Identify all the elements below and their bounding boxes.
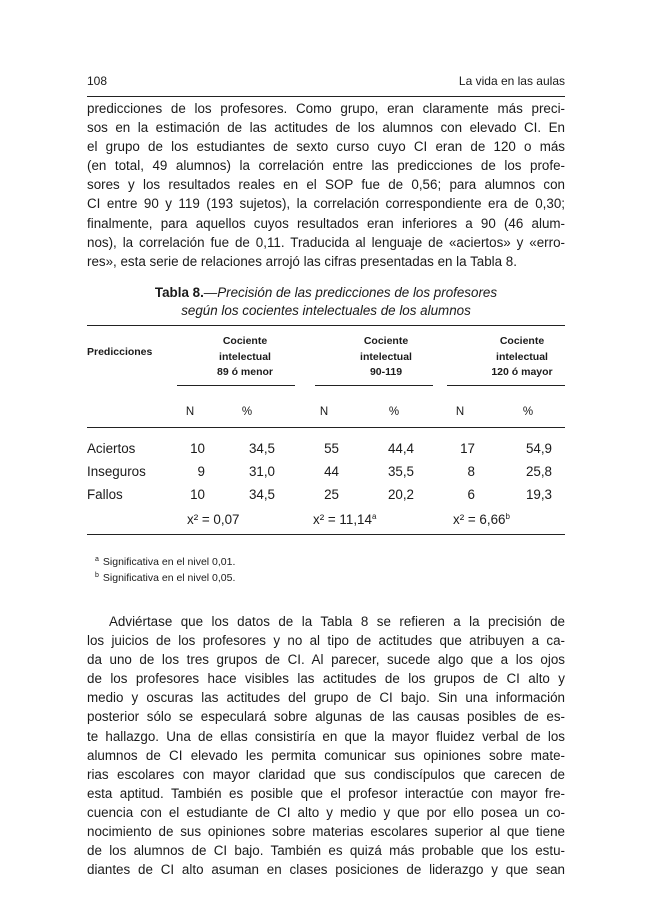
table-cell: 19,3 xyxy=(525,487,552,502)
chi-square-high xyxy=(453,512,510,527)
running-head xyxy=(87,74,565,88)
text-line: diantes de CI alto asuman en clases posiciones de liderazgo y que sean xyxy=(87,862,565,878)
note-mark: a xyxy=(95,556,99,563)
table-cell: 25 xyxy=(324,487,339,502)
caption-line-1 xyxy=(87,284,565,302)
table-note xyxy=(95,569,235,585)
table-cell: 9 xyxy=(197,464,205,479)
group-header-line: intelectual xyxy=(496,350,548,363)
table-top-rule xyxy=(87,325,565,326)
table-caption xyxy=(87,284,565,320)
group-rule-low xyxy=(177,385,295,386)
pct-header: % xyxy=(241,406,253,418)
text-line: finalmente, para aquellos cuyos resultados eran inferiores a 90 (46 alum- xyxy=(87,215,565,231)
note-mark: b xyxy=(95,572,99,579)
text-line: sos en la estimación de las actitudes de los alumnos con elevado CI. En xyxy=(87,120,565,136)
chi-footnote-mark: b xyxy=(505,512,510,521)
table-row xyxy=(87,487,565,507)
chi-square-low xyxy=(187,512,239,527)
header-rule xyxy=(87,96,565,97)
group-header-low xyxy=(190,334,300,381)
table-bottom-rule xyxy=(87,534,565,535)
n-header: N xyxy=(185,406,195,418)
text-line: rias escolares con mayor claridad que sus condiscípulos que carecen de xyxy=(87,766,565,782)
text-line: (en total, 49 alumnos) la correlación entre las predicciones de los profe- xyxy=(87,158,565,174)
text-line: sores y los resultados reales en el SOP fue de 0,56; para alumnos con xyxy=(87,177,565,193)
text-line: posterior sólo se especulará sobre algunas de las causas posibles de es- xyxy=(87,709,565,725)
table-mid-rule xyxy=(87,427,565,428)
chi-value: x² = 11,14 xyxy=(313,512,372,527)
text-line: nos), la correlación fue de 0,11. Traducida al lenguaje de «aciertos» y «erro- xyxy=(87,234,565,250)
group-rule-mid xyxy=(315,385,433,386)
table-cell: 25,8 xyxy=(525,464,552,479)
n-header: N xyxy=(319,406,329,418)
table-row xyxy=(87,441,565,461)
table-cell: 8 xyxy=(467,464,475,479)
group-header-line: 89 ó menor xyxy=(216,366,274,378)
text-line: medio y oscuras las actitudes del grupo de CI bajo. Sin una información xyxy=(87,690,565,706)
pct-header: % xyxy=(388,406,400,418)
table-cell: 34,5 xyxy=(248,487,275,502)
text-line: cuencia con el estudiante de CI alto y medio y que por ello posea un co- xyxy=(87,804,565,820)
chi-value: x² = 6,66 xyxy=(453,512,506,527)
row-label: Inseguros xyxy=(87,464,146,479)
table-cell: 44,4 xyxy=(387,441,414,456)
group-header-mid xyxy=(331,334,441,381)
group-header-line: intelectual xyxy=(219,350,271,363)
group-header-high xyxy=(467,334,577,381)
chi-footnote-mark: a xyxy=(371,512,377,521)
chi-square-mid xyxy=(313,512,376,527)
group-header-line: intelectual xyxy=(360,350,412,363)
text-line: predicciones de los profesores. Como grupo, eran claramente más preci- xyxy=(87,101,565,116)
table-note xyxy=(95,553,235,569)
text-line: los juicios de los profesores y no al tipo de actitudes que atribuyen a ca- xyxy=(87,633,565,649)
text-line: res», esta serie de relaciones arrojó las cifras presentadas en la Tabla 8. xyxy=(87,253,517,269)
note-text: Significativa en el nivel 0,05. xyxy=(102,572,236,584)
text-line: alumnos de CI elevado les permita comunicar sus opiniones sobre mate- xyxy=(87,747,565,763)
text-line: el grupo de los estudiantes de sexto curso cuyo CI eran de 120 o más xyxy=(87,139,565,155)
predicciones-header: Predicciones xyxy=(87,346,153,358)
text-line: te hallazgo. Una de ellas consistiría en que la mayor fluidez verbal de los xyxy=(87,728,565,744)
table-cell: 34,5 xyxy=(248,441,275,456)
table-cell: 20,2 xyxy=(387,487,414,502)
group-header-line: Cociente xyxy=(363,335,409,347)
text-line: nocimiento de sus opiniones sobre materias escolares superior al que tiene xyxy=(87,824,565,840)
caption-text-2: según los cocientes intelectuales de los alumnos xyxy=(181,303,471,318)
group-header-line: Cociente xyxy=(499,335,545,347)
table-cell: 17 xyxy=(460,441,475,456)
row-label: Aciertos xyxy=(87,441,136,456)
row-label: Fallos xyxy=(87,487,123,502)
n-header: N xyxy=(455,406,465,418)
note-text: Significativa en el nivel 0,01. xyxy=(102,556,236,568)
page-number: 108 xyxy=(87,74,108,88)
table-cell: 35,5 xyxy=(387,464,414,479)
text-line: de los profesores hace visibles las actitudes de los grupos de CI alto y xyxy=(87,671,565,687)
table-cell: 55 xyxy=(324,441,339,456)
running-title: La vida en las aulas xyxy=(458,74,565,88)
table-row xyxy=(87,464,565,484)
table-cell: 54,9 xyxy=(525,441,552,456)
text-line: esta aptitud. También es posible que el profesor interactúe con mayor fre- xyxy=(87,785,565,801)
table-cell: 6 xyxy=(467,487,475,502)
pct-header: % xyxy=(522,406,534,418)
caption-text-1: —Precisión de las predicciones de los profesores xyxy=(203,285,498,300)
table-cell: 10 xyxy=(190,487,205,502)
text-line: CI entre 90 y 119 (193 sujetos), la correlación correspondiente era de 0,30; xyxy=(87,196,565,212)
table-notes xyxy=(95,553,235,585)
text-line: de los alumnos de CI bajo. También es quizá más probable que los estu- xyxy=(87,843,565,859)
group-header-line: 90-119 xyxy=(369,366,403,378)
table-cell: 31,0 xyxy=(248,464,275,479)
text-line: da uno de los tres grupos de CI. Al parecer, sucede algo que a los ojos xyxy=(87,652,565,668)
paragraph-1 xyxy=(87,99,565,271)
paragraph-2 xyxy=(87,612,565,879)
chi-value: x² = 0,07 xyxy=(187,512,240,527)
group-rule-high xyxy=(447,385,565,386)
group-header-line: Cociente xyxy=(222,335,268,347)
table-cell: 10 xyxy=(190,441,205,456)
text-line: Adviértase que los datos de la Tabla 8 se refieren a la precisión de xyxy=(109,614,565,629)
caption-label: Tabla 8. xyxy=(154,285,204,300)
table-cell: 44 xyxy=(324,464,339,479)
group-header-line: 120 ó mayor xyxy=(491,366,553,378)
